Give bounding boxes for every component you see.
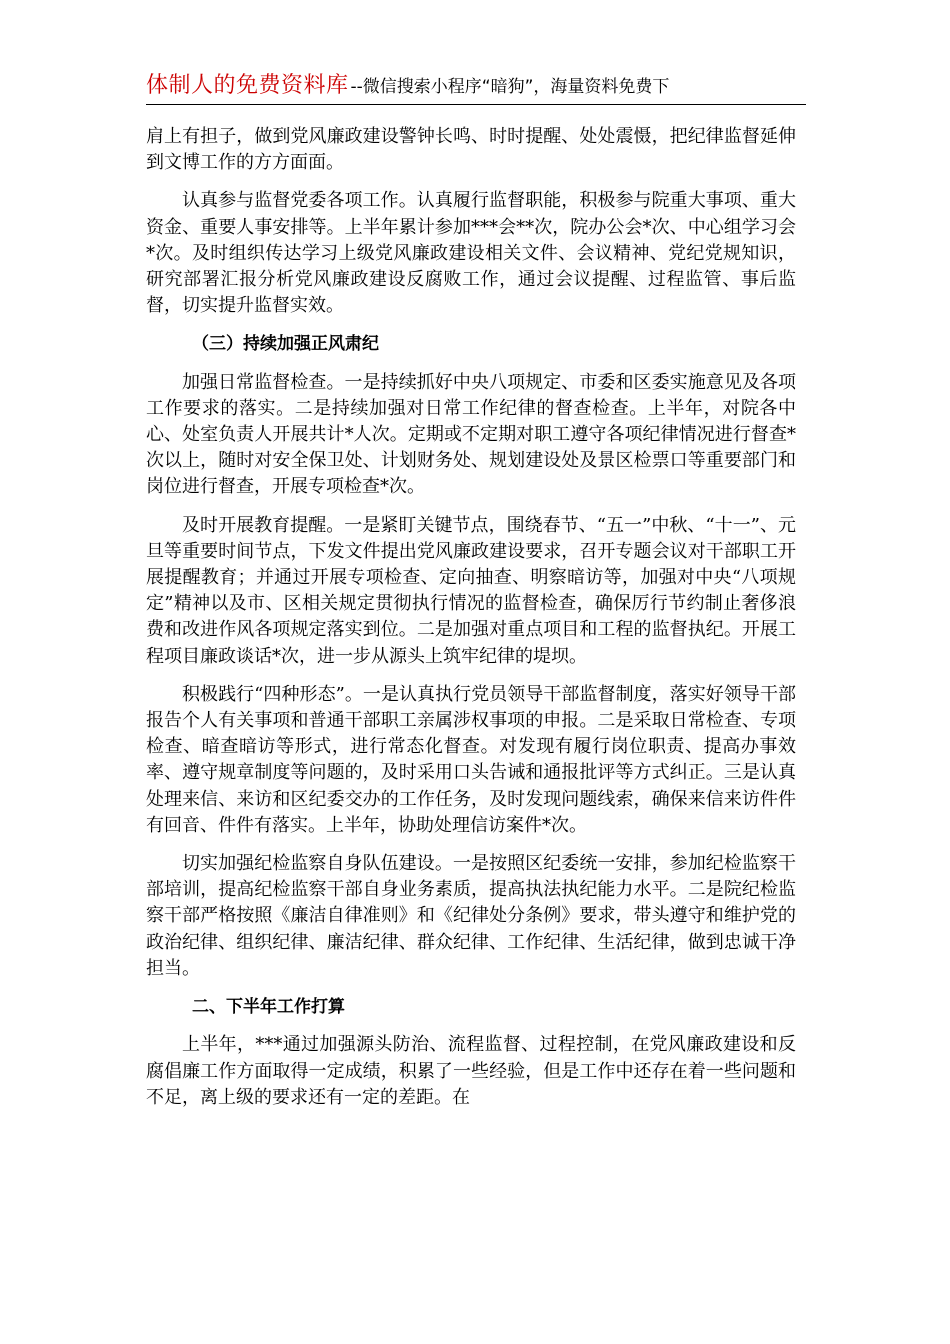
paragraph-daily-inspection: 加强日常监督检查。一是持续抓好中央八项规定、市委和区委实施意见及各项工作要求的落实。二是持续加强对日常工作纪律的督查检查。上半年，对院各中心、处室负责人开展共计*人次。定期或不定期对职工遵守各项纪律情况进行督查*次以上，随时对安全保卫处、计划财务处、规划建设处及景区检票口等重要部门和岗位进行督查，开展专项检查*次。 (146, 371, 796, 498)
paragraph-supervise-committee: 认真参与监督党委各项工作。认真履行监督职能，积极参与院重大事项、重大资金、重要人事安排等。上半年累计参加***会**次，院办公会*次、中心组学习会*次。及时组织传达学习上级党风廉政建设相关文件、会议精神、党纪党规知识，研究部署汇报分析党风廉政建设反腐败工作，通过会议提醒、过程监管、事后监督，切实提升监督实效。 (146, 190, 796, 317)
paragraph-team-building: 切实加强纪检监察自身队伍建设。一是按照区纪委统一安排，参加纪检监察干部培训，提高纪检监察干部自身业务素质，提高执法执纪能力水平。二是院纪检监察干部严格按照《廉洁自律准则》和《纪律处分条例》要求，带头遵守和维护党的政治纪律、组织纪律、廉洁纪律、群众纪律、工作纪律、生活纪律，做到忠诚干净担当。 (146, 853, 796, 979)
header-brand: 体制人的免费资料库 (146, 73, 349, 98)
section-heading-3: （三）持续加强正风肃纪 (192, 334, 379, 355)
document-body (146, 124, 796, 1123)
paragraph-education-reminder: 及时开展教育提醒。一是紧盯关键节点，围绕春节、“五一”中秋、“十一”、元旦等重要时间节点，下发文件提出党风廉政建设要求，召开专题会议对干部职工开展提醒教育；并通过开展专项检查、定向抽查、明察暗访等，加强对中央“八项规定”精神以及市、区相关规定贯彻执行情况的监督检查，确保厉行节约制止奢侈浪费和改进作风各项规定落实到位。二是加强对重点项目和工程的监督执纪。开展工程项目廉政谈话*次，进一步从源头上筑牢纪律的堤坝。 (146, 514, 796, 667)
paragraph-second-half-plan: 上半年，***通过加强源头防治、流程监督、过程控制，在党风廉政建设和反腐倡廉工作方面取得一定成绩，积累了一些经验，但是工作中还存在着一些问题和不足，离上级的要求还有一定的差距。在 (146, 1034, 796, 1108)
paragraph-four-forms: 积极践行“四种形态”。一是认真执行党员领导干部监督制度，落实好领导干部报告个人有关事项和普通干部职工亲属涉权事项的申报。二是采取日常检查、专项检查、暗查暗访等形式，进行常态化督查。对发现有履行岗位职责、提高办事效率、遵守规章制度等问题的，及时采用口头告诫和通报批评等方式纠正。三是认真处理来信、来访和区纪委交办的工作任务，及时发现问题线索，确保来信来访件件有回音、件件有落实。上半年，协助处理信访案件*次。 (146, 683, 796, 836)
section-heading-plan: 二、下半年工作打算 (192, 997, 345, 1018)
header-slogan: --微信搜索小程序“暗狗”，海量资料免费下 (350, 77, 670, 97)
page-header (146, 72, 806, 105)
paragraph-continuation: 肩上有担子，做到党风廉政建设警钟长鸣、时时提醒、处处震慑，把纪律监督延伸到文博工作的方方面面。 (146, 126, 796, 174)
